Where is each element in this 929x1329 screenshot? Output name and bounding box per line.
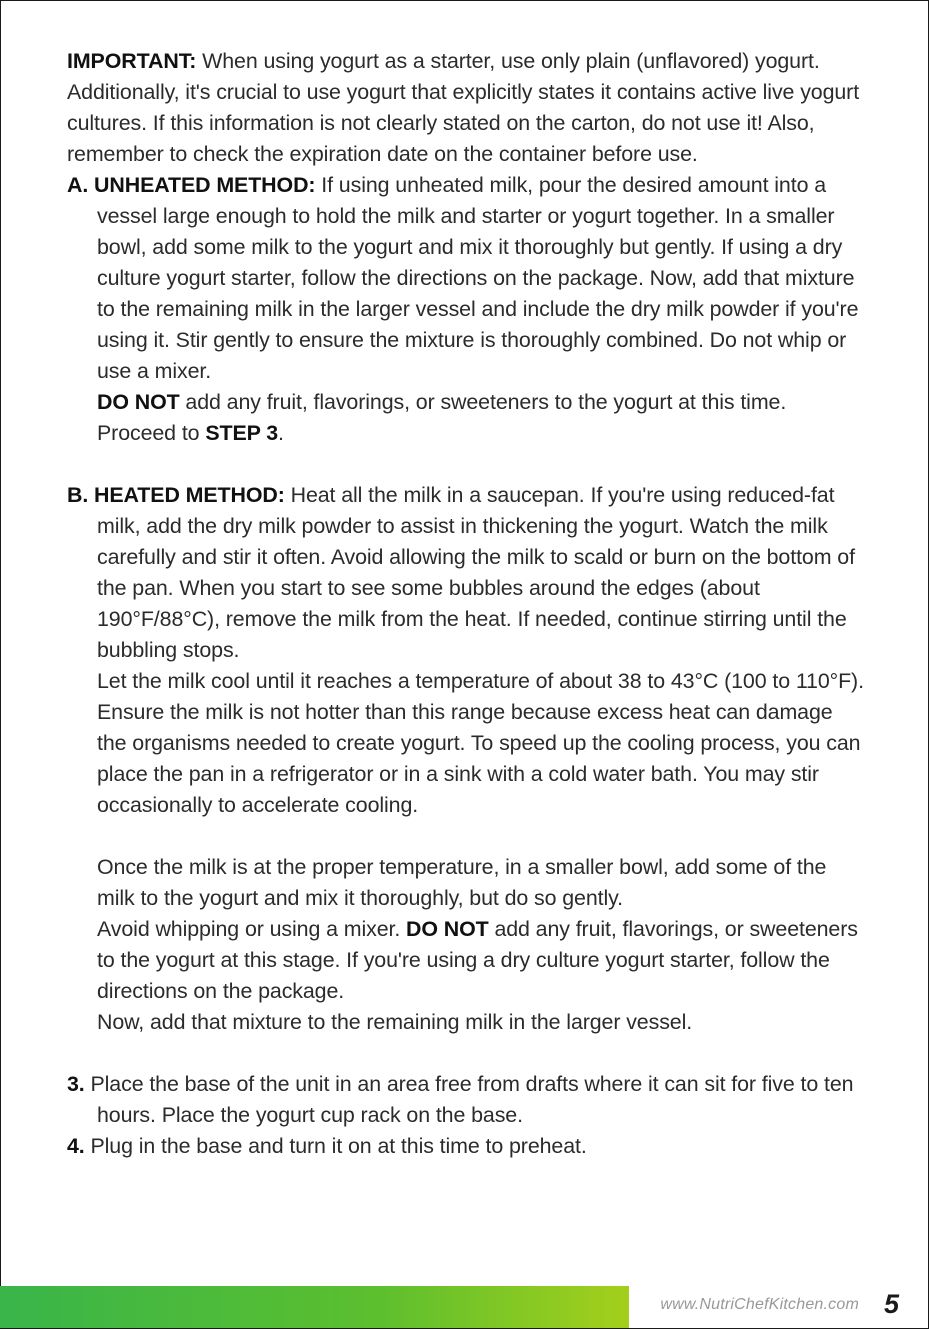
step-3-number: 3. [67,1072,85,1096]
footer-gradient-bar [0,1286,629,1328]
method-b-section [67,480,867,821]
method-b-donot-label: DO NOT [406,917,489,941]
method-a-proceed-end: . [278,421,284,445]
method-b-paragraph-5: Now, add that mixture to the remaining milk in the larger vessel. [97,1010,693,1034]
step-4-number: 4. [67,1134,85,1158]
method-a-donot-label: DO NOT [97,390,180,414]
step-4 [67,1131,867,1162]
steps-list [67,1069,867,1162]
important-label: IMPORTANT: [67,49,197,73]
method-a-label: A. UNHEATED METHOD: [67,173,316,197]
method-b-text-1: Heat all the milk in a saucepan. If you're using reduced-fat milk, add the dry milk powder to assist in thickening the yogurt. Watch the milk carefully and stir it often. Avoid allowing the milk to scald or burn on the bottom of the pan. When you start to see some bubbles around the edges (about 190°F/88°C), remove the milk from the heat. If needed, continue stirring until the bubbling stops. [97,483,855,662]
method-b-paragraph-2: Let the milk cool until it reaches a temperature of about 38 to 43°C (100 to 110°F). Ensure the milk is not hotter than this range because excess heat can damage the organisms needed to create yogurt. To speed up the cooling process, you can place the pan in a refrigerator or in a sink with a cold water bath. You may stir occasionally to accelerate cooling. [97,669,864,817]
step-4-text: Plug in the base and turn it on at this time to preheat. [84,1134,587,1158]
method-b-section-cont [67,852,867,1038]
manual-content [67,46,867,1162]
method-a-donot [67,387,867,418]
important-text: When using yogurt as a starter, use only plain (unflavored) yogurt. Additionally, it's crucial to use yogurt that explicitly states it contains active live yogurt cultures. If this information is not clearly stated on the carton, do not use it! Also, remember to check the expiration date on the container before use. [67,49,860,166]
footer-website[interactable]: www.NutriChefKitchen.com [660,1296,859,1313]
important-note [67,46,867,170]
step-3 [67,1069,867,1131]
method-b-paragraph-1 [67,480,867,666]
method-a-donot-text: add any fruit, flavorings, or sweeteners to the yogurt at this time. [179,390,787,414]
method-a-paragraph [67,170,867,387]
method-a-proceed-text: Proceed to [97,421,206,445]
method-b-label: B. HEATED METHOD: [67,483,285,507]
method-b-text-4-post: add any fruit, flavorings, or sweeteners to the yogurt at this stage. If you're using a dry culture yogurt starter, follow the directions on the package. [97,917,858,1003]
method-a-text: If using unheated milk, pour the desired amount into a vessel large enough to hold the milk and starter or yogurt together. In a smaller bowl, add some milk to the yogurt and mix it thoroughly but gently. If using a dry culture yogurt starter, follow the directions on the package. Now, add that mixture to the remaining milk in the larger vessel and include the dry milk powder if you're using it. Stir gently to ensure the mixture is thoroughly combined. Do not whip or use a mixer. [97,173,859,383]
page-number: 5 [883,1289,899,1319]
method-a-proceed [67,418,867,449]
method-a-step-ref: STEP 3 [205,421,279,445]
method-a-section [67,170,867,449]
method-b-paragraph-4 [67,914,867,1007]
method-b-text-4-pre: Avoid whipping or using a mixer. [97,917,407,941]
step-3-text: Place the base of the unit in an area free from drafts where it can sit for five to ten hours. Place the yogurt cup rack on the base. [84,1072,854,1127]
method-b-paragraph-3: Once the milk is at the proper temperature, in a smaller bowl, add some of the milk to the yogurt and mix it thoroughly, but do so gently. [97,855,827,910]
